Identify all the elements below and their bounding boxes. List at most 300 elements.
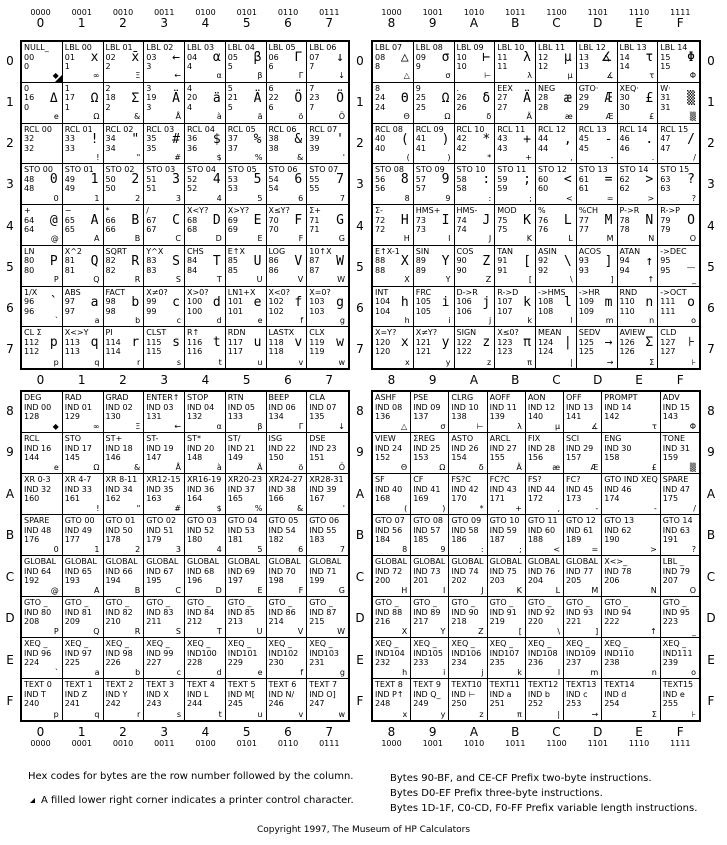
byte-mnemonic: CF xyxy=(413,475,424,484)
column-header xyxy=(495,374,536,387)
byte-cell xyxy=(661,556,699,597)
lcd-character: Σ xyxy=(131,90,140,106)
byte-mnemonic: XEQ _ xyxy=(662,639,687,648)
byte-decimal: 166 xyxy=(268,494,284,503)
printer-character: ⊢ xyxy=(476,421,484,431)
byte-mnemonic: 0 xyxy=(24,83,30,93)
byte-indirect: IND 38 xyxy=(268,484,296,494)
byte-decimal: 194 xyxy=(105,576,121,585)
byte-decimal-2: 32 xyxy=(24,143,35,153)
printer-character: ? xyxy=(691,544,696,554)
column-binary: 1000 xyxy=(381,8,402,17)
byte-indirect: IND 28 xyxy=(527,443,556,453)
printer-character: J xyxy=(488,234,492,244)
byte-mnemonic: RCL 14 xyxy=(619,124,648,134)
byte-mnemonic: HMS+ xyxy=(415,206,441,215)
byte-cell xyxy=(536,42,577,83)
byte-cell xyxy=(144,638,185,679)
byte-mnemonic: GTO _ xyxy=(604,598,628,607)
row-label: 2 xyxy=(6,136,14,151)
byte-mnemonic: 10↑X xyxy=(309,246,332,256)
byte-decimal: 114 xyxy=(105,337,121,347)
byte-decimal-2: 52 xyxy=(187,184,198,194)
byte-cell xyxy=(661,679,699,720)
printer-character: H xyxy=(403,234,410,244)
printer-character: R xyxy=(134,626,141,636)
byte-decimal: 69 xyxy=(227,215,238,225)
byte-cell xyxy=(104,246,145,287)
byte-decimal: 197 xyxy=(227,576,244,585)
lcd-character: 6 xyxy=(294,172,303,188)
byte-mnemonic: GTO _ xyxy=(146,598,170,607)
byte-mnemonic: TEXT 9 xyxy=(413,680,442,689)
column-hex: 9 xyxy=(428,373,437,387)
byte-cell xyxy=(226,433,267,474)
column-binary: 1011 xyxy=(505,739,526,748)
column-binary: 0100 xyxy=(195,739,216,748)
column-binary: 0001 xyxy=(71,739,92,748)
column-binary: 0010 xyxy=(112,8,134,17)
row-label: 8 xyxy=(356,403,364,418)
column-hex: E xyxy=(635,16,643,30)
column-hex: 7 xyxy=(325,373,334,387)
byte-decimal: 129 xyxy=(64,412,81,421)
byte-cell xyxy=(307,597,348,638)
lcd-character: τ xyxy=(645,50,654,65)
byte-cell xyxy=(602,433,661,474)
printer-character: 6 xyxy=(298,193,304,203)
byte-decimal: 97 xyxy=(64,297,75,306)
printer-character: Ö xyxy=(338,112,345,121)
byte-decimal-2: 3 xyxy=(146,62,152,71)
byte-decimal: 190 xyxy=(604,535,620,544)
byte-indirect: IND 02 xyxy=(105,402,133,412)
byte-decimal: 188 xyxy=(527,535,544,544)
byte-indirect: IND 80 xyxy=(24,607,52,617)
byte-cell xyxy=(267,679,308,720)
byte-decimal: 138 xyxy=(451,412,467,421)
column-header xyxy=(577,8,618,30)
printer-character: h xyxy=(402,667,408,677)
byte-indirect: IND 05 xyxy=(227,402,255,412)
printer-character: l xyxy=(557,667,561,677)
byte-cell xyxy=(373,433,411,474)
column-hex: E xyxy=(635,373,643,387)
printer-character: b xyxy=(135,667,141,677)
byte-indirect: IND 53 xyxy=(227,525,255,535)
printer-character: ∞ xyxy=(92,71,100,81)
byte-decimal: 17 xyxy=(64,93,75,103)
byte-decimal-2: 37 xyxy=(227,143,238,153)
byte-decimal: 152 xyxy=(375,453,391,462)
byte-mnemonic: GTO 01 xyxy=(105,516,136,525)
byte-decimal: 44 xyxy=(538,134,549,143)
byte-mnemonic: ->OCT xyxy=(660,287,687,297)
lcd-character: ↓ xyxy=(336,50,344,65)
printer-character: æ xyxy=(564,112,573,121)
byte-decimal: 12 xyxy=(538,52,549,62)
column-header xyxy=(226,374,267,387)
byte-mnemonic: OFF xyxy=(566,393,582,402)
lcd-character: _ xyxy=(687,253,695,269)
byte-mnemonic: GTO 14 xyxy=(662,516,693,525)
lcd-character: h xyxy=(400,294,409,310)
byte-decimal-2: 77 xyxy=(578,225,589,234)
byte-cell xyxy=(373,327,414,368)
byte-cell xyxy=(526,433,564,474)
byte-mnemonic: 5 xyxy=(227,83,233,93)
printer-character: . xyxy=(651,152,655,162)
printer-character: o xyxy=(691,315,696,325)
printer-character: # xyxy=(174,152,181,162)
printer-character: e xyxy=(257,667,263,677)
byte-indirect: IND 55 xyxy=(309,525,337,535)
column-header xyxy=(61,374,102,387)
byte-cell xyxy=(455,83,496,124)
printer-character: F xyxy=(298,585,304,595)
lcd-character: u xyxy=(253,335,262,351)
byte-decimal-2: 25 xyxy=(415,102,426,112)
byte-mnemonic: AON xyxy=(527,393,546,402)
lcd-character: a xyxy=(90,294,99,310)
byte-indirect: IND 29 xyxy=(566,443,594,453)
lcd-character: f xyxy=(294,294,303,310)
printer-character: C xyxy=(175,585,181,595)
byte-decimal: 155 xyxy=(489,453,505,462)
byte-decimal: 34 xyxy=(105,134,116,143)
byte-cell xyxy=(455,205,496,246)
printer-character: ⊦ xyxy=(691,357,696,367)
byte-indirect: IND 42 xyxy=(451,484,479,494)
printer-character: σ xyxy=(440,421,446,431)
byte-decimal: 58 xyxy=(456,174,467,184)
byte-indirect: IND 54 xyxy=(268,525,296,535)
byte-cell xyxy=(226,164,267,205)
byte-decimal: 21 xyxy=(227,93,238,103)
byte-cell xyxy=(22,638,63,679)
byte-mnemonic: SF xyxy=(375,475,385,484)
byte-cell xyxy=(22,327,63,368)
byte-mnemonic: STO 15 xyxy=(660,165,690,175)
byte-decimal: 124 xyxy=(538,337,554,347)
byte-cell xyxy=(63,205,104,246)
byte-cell xyxy=(526,392,564,433)
byte-decimal: 189 xyxy=(566,535,582,544)
row-label: 1 xyxy=(356,94,364,109)
lcd-character: Γ xyxy=(294,50,303,65)
printer-character: λ xyxy=(517,421,522,431)
byte-decimal: 229 xyxy=(227,658,244,667)
column-hex: D xyxy=(593,725,603,739)
byte-decimal-2: 76 xyxy=(538,225,549,234)
byte-decimal: 74 xyxy=(456,215,467,225)
byte-decimal-2: 79 xyxy=(660,225,671,234)
lcd-character: ] xyxy=(604,253,613,269)
byte-mnemonic: ENG xyxy=(604,434,622,443)
byte-cell xyxy=(104,679,145,720)
byte-cell xyxy=(495,124,536,165)
byte-decimal: 85 xyxy=(227,256,238,266)
byte-cell xyxy=(226,638,267,679)
byte-indirect: IND101 xyxy=(227,648,258,658)
column-hex: 3 xyxy=(160,16,169,30)
printer-character: 6 xyxy=(298,544,304,554)
byte-indirect: IND 45 xyxy=(566,484,594,494)
byte-mnemonic: 1/X xyxy=(24,287,38,297)
printer-character: ▒ xyxy=(689,112,696,121)
column-header xyxy=(185,726,226,748)
byte-cell xyxy=(658,164,699,205)
byte-decimal: 186 xyxy=(451,535,467,544)
byte-mnemonic: ST/ xyxy=(227,434,241,443)
row-label: 0 xyxy=(707,53,715,68)
byte-decimal: 177 xyxy=(64,535,81,544)
byte-decimal: 221 xyxy=(566,617,582,626)
printer-character: π xyxy=(527,357,532,367)
byte-mnemonic: FS? xyxy=(527,475,542,484)
column-header xyxy=(536,726,577,748)
byte-indirect: IND 16 xyxy=(24,443,52,453)
printer-character: Ξ xyxy=(135,421,141,431)
column-hex: 5 xyxy=(242,373,251,387)
byte-mnemonic: STO 01 xyxy=(64,165,94,175)
printer-character: k xyxy=(517,667,522,677)
byte-mnemonic: XEQ _ xyxy=(268,639,292,648)
lcd-character: v xyxy=(294,335,303,351)
byte-decimal-2: 51 xyxy=(146,184,157,194)
byte-cell xyxy=(104,83,145,124)
printer-character: ↓ xyxy=(338,421,345,431)
byte-decimal: 248 xyxy=(375,699,391,708)
row-label: 6 xyxy=(707,301,715,316)
byte-decimal: 42 xyxy=(456,134,467,143)
lcd-character: π xyxy=(523,335,531,351)
column-header xyxy=(660,726,701,748)
byte-cell xyxy=(526,474,564,515)
byte-cell xyxy=(63,83,104,124)
printer-character: → xyxy=(606,357,614,367)
byte-cell xyxy=(661,638,699,679)
byte-mnemonic: LBL 05 xyxy=(268,43,296,52)
row-label: B xyxy=(355,528,365,543)
byte-decimal: 200 xyxy=(375,576,391,585)
byte-cell xyxy=(104,515,145,556)
printer-character: \ xyxy=(570,275,573,284)
column-binary: 1001 xyxy=(422,8,443,17)
printer-character: ] xyxy=(610,275,614,284)
byte-decimal: 70 xyxy=(268,215,279,225)
row-label: 6 xyxy=(6,301,14,316)
printer-character: ; xyxy=(529,193,532,203)
byte-decimal-2: 49 xyxy=(64,184,75,194)
printer-character: μ xyxy=(567,71,573,81)
column-binary: 0011 xyxy=(154,739,175,748)
byte-decimal-2: 5 xyxy=(227,62,233,71)
byte-decimal-2: 71 xyxy=(309,225,320,234)
lcd-character: = xyxy=(604,172,613,188)
table-bottom-right xyxy=(371,390,701,722)
column-hex: 4 xyxy=(201,725,210,739)
byte-cell xyxy=(373,638,411,679)
byte-decimal: 104 xyxy=(375,297,391,306)
column-hex: 9 xyxy=(428,725,437,739)
column-hex: 1 xyxy=(77,373,86,387)
byte-indirect: IND 17 xyxy=(64,443,92,453)
byte-cell xyxy=(495,42,536,83)
byte-decimal-2: 87 xyxy=(309,265,320,275)
byte-mnemonic: GLOBAL xyxy=(64,557,97,566)
byte-cell xyxy=(63,515,104,556)
filled-corner-icon xyxy=(30,798,35,803)
printer-character: U xyxy=(256,275,263,284)
byte-decimal: 233 xyxy=(413,658,429,667)
lcd-character: 1 xyxy=(90,172,99,188)
byte-cell xyxy=(661,474,699,515)
byte-decimal: 213 xyxy=(227,617,244,626)
byte-mnemonic: GTO 08 xyxy=(413,516,444,525)
printer-character: _ xyxy=(691,626,696,636)
lcd-character: ` xyxy=(49,294,58,310)
row-label: A xyxy=(5,486,15,501)
byte-cell xyxy=(449,597,487,638)
column-header xyxy=(577,374,618,387)
byte-decimal-2: 123 xyxy=(497,347,513,357)
printer-character: μ xyxy=(554,421,561,431)
byte-decimal-2: 35 xyxy=(146,143,157,153)
byte-indirect: IND 56 xyxy=(375,525,403,535)
byte-decimal-2: 90 xyxy=(456,265,467,275)
byte-cell xyxy=(267,474,308,515)
printer-character: 0 xyxy=(53,193,59,203)
lcd-character: B xyxy=(131,213,140,228)
byte-decimal: 150 xyxy=(268,453,284,462)
printer-character: △ xyxy=(403,71,410,81)
byte-decimal: 52 xyxy=(187,174,198,184)
byte-mnemonic: MOD xyxy=(497,206,517,215)
printer-character: Q xyxy=(93,275,100,284)
printer-character: τ xyxy=(651,421,657,431)
byte-indirect: IND 21 xyxy=(227,443,255,453)
byte-cell xyxy=(602,638,661,679)
byte-cell xyxy=(307,42,348,83)
lcd-character: Θ xyxy=(400,90,409,106)
byte-mnemonic: 1 xyxy=(64,83,70,93)
printer-character: B xyxy=(134,585,141,595)
byte-decimal: 212 xyxy=(187,617,203,626)
byte-mnemonic: X≠0? xyxy=(146,287,168,297)
byte-cell xyxy=(63,246,104,287)
byte-decimal-2: 41 xyxy=(415,143,426,153)
lcd-character: ↑ xyxy=(645,253,654,269)
byte-decimal: 235 xyxy=(489,658,505,667)
byte-mnemonic: GTO _ xyxy=(566,598,590,607)
byte-decimal-2: 4 xyxy=(187,102,193,112)
byte-indirect: IND 39 xyxy=(309,484,337,494)
byte-indirect: IND Z xyxy=(64,689,88,699)
byte-cell xyxy=(307,679,348,720)
byte-decimal: 78 xyxy=(619,215,630,225)
byte-cell xyxy=(455,124,496,165)
byte-decimal: 219 xyxy=(489,617,505,626)
byte-mnemonic: TEXT11 xyxy=(489,680,520,689)
byte-mnemonic: X≤0? xyxy=(497,328,519,338)
byte-decimal: 156 xyxy=(527,453,544,462)
column-hex: 2 xyxy=(119,16,127,30)
byte-indirect: IND 70 xyxy=(268,566,296,576)
byte-decimal-2: 68 xyxy=(187,225,198,234)
byte-decimal: 64 xyxy=(24,215,35,225)
byte-cell xyxy=(185,83,226,124)
column-hex: 4 xyxy=(201,16,210,30)
lcd-character: Ä xyxy=(253,90,262,106)
byte-cell xyxy=(658,246,699,287)
byte-cell xyxy=(488,392,526,433)
byte-decimal-2: 60 xyxy=(538,184,549,194)
byte-decimal: 25 xyxy=(415,93,426,103)
printer-character: - xyxy=(595,503,599,513)
byte-cell xyxy=(104,433,145,474)
printer-character: ∞ xyxy=(92,421,100,431)
column-hex: B xyxy=(511,16,520,30)
byte-mnemonic: RTN xyxy=(227,393,244,402)
byte-mnemonic: STO 14 xyxy=(619,165,649,175)
byte-mnemonic: LBL 14 xyxy=(660,43,688,52)
byte-cell xyxy=(564,433,602,474)
column-hex: 3 xyxy=(160,725,169,739)
byte-mnemonic: FIX xyxy=(527,434,541,443)
byte-mnemonic: TAN xyxy=(497,246,513,256)
byte-cell xyxy=(449,679,487,720)
byte-decimal: 04 xyxy=(187,52,198,62)
byte-mnemonic: GTO _ xyxy=(24,598,48,607)
printer-character: δ xyxy=(478,462,484,472)
byte-cell xyxy=(411,556,449,597)
byte-mnemonic: RND xyxy=(619,287,638,297)
byte-mnemonic: SCI xyxy=(566,434,580,443)
lcd-character: b xyxy=(131,294,140,310)
byte-mnemonic: X<Y? xyxy=(187,206,209,215)
column-header xyxy=(226,8,267,30)
printer-character: λ xyxy=(527,71,532,81)
byte-mnemonic: GTO _ xyxy=(451,598,476,607)
lcd-character: @ xyxy=(49,213,58,228)
byte-cell xyxy=(63,327,104,368)
byte-decimal: 103 xyxy=(309,297,325,306)
byte-mnemonic: RCL 03 xyxy=(146,124,175,134)
byte-cell xyxy=(488,679,526,720)
byte-cell xyxy=(267,124,308,165)
row-label: B xyxy=(5,528,15,543)
byte-cell xyxy=(373,124,414,165)
byte-indirect: IND 47 xyxy=(662,484,691,494)
byte-mnemonic: GTO _ xyxy=(413,598,437,607)
printer-character: m xyxy=(605,315,614,325)
byte-decimal: 223 xyxy=(662,617,679,626)
printer-character: d xyxy=(216,315,222,325)
lcd-character: £ xyxy=(645,90,654,106)
byte-indirect: IND 07 xyxy=(309,402,337,412)
byte-indirect: IND 99 xyxy=(146,648,174,658)
column-hex: 8 xyxy=(387,16,396,30)
byte-decimal: 245 xyxy=(227,699,244,708)
column-header xyxy=(61,726,102,748)
byte-cell xyxy=(564,597,602,638)
byte-indirect: IND 11 xyxy=(489,402,517,412)
byte-decimal: 101 xyxy=(227,297,244,306)
byte-cell xyxy=(564,392,602,433)
byte-indirect: IND 08 xyxy=(375,402,403,412)
byte-cell xyxy=(658,287,699,328)
